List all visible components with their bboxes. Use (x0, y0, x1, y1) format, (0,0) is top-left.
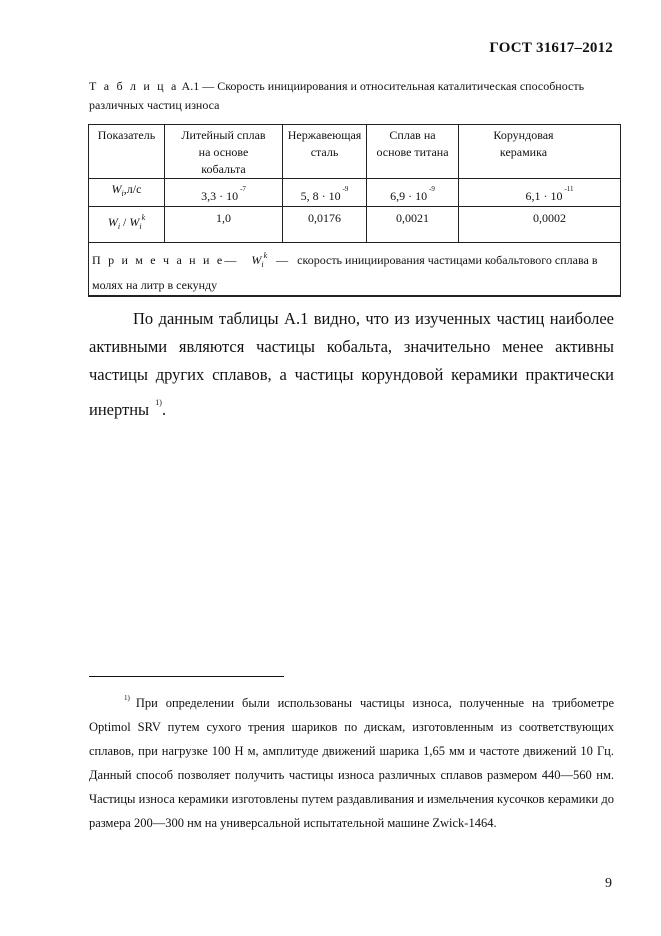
caption-dash: — (202, 79, 215, 93)
header-cell: Показатель (89, 125, 165, 179)
note-dash: — (276, 253, 289, 267)
value-exponent: -9 (429, 185, 435, 193)
value-exponent: -11 (564, 185, 574, 193)
header-cell: Нержавеющая сталь (283, 125, 367, 179)
value-cell: 0,0021 (367, 207, 459, 243)
ratio-slash: / (120, 215, 130, 229)
header-cell: Сплав на основе титана (367, 125, 459, 179)
value-cell (283, 179, 367, 207)
value-mantissa: 6,9 · 10 (390, 189, 428, 203)
page-number: 9 (605, 876, 612, 891)
footnote-text: При определении были использованы частицы износа, полученные на трибометре Optimol SRV путем сухого трения шариков по дискам, изготовленным из соответствующих сплавов, при нагрузке 100 Н м, амплитуде движений шарика 1,65 мм и частоте движений 10 Гц. Данный способ позволяет получить частицы износа различных сплавов размером 440—560 нм. Частицы износа керамики изготовлены путем раздавливания и измельчения кусочков керамики до размера 200—300 нм на универсальной испытательной машине Zwick-1464. (89, 696, 614, 830)
value-exponent: -9 (342, 185, 349, 193)
footnote-marker: 1) (124, 694, 130, 702)
paragraph-text: По данным таблицы А.1 видно, что из изученных частиц наиболее активными являются частицы кобальта, значительно менее активны частицы других сплавов, а частицы корундовой керамики практически инертны (89, 309, 614, 419)
caption-number: А.1 (181, 79, 200, 93)
symbol-sup: k (141, 213, 146, 222)
value-cell: 1,0 (165, 207, 283, 243)
note-dash: — (224, 253, 237, 267)
table-note-cell (89, 243, 621, 297)
table-header-row (89, 125, 621, 179)
value-exponent: -7 (240, 185, 246, 193)
value-mantissa: 3,3 · 10 (201, 189, 239, 203)
footnote-divider (89, 676, 284, 677)
symbol-w: W (107, 215, 118, 229)
value-mantissa: 5, 8 · 10 (300, 189, 341, 203)
value-cell (367, 179, 459, 207)
row-label-cell (89, 179, 165, 207)
footnote-reference: 1) (155, 398, 162, 407)
note-text (89, 243, 620, 295)
data-table (88, 124, 621, 297)
note-description: скорость инициирования частицами кобальтового сплава в молях на литр в секунду (92, 253, 598, 292)
symbol-w: W (129, 215, 140, 229)
symbol-w: W (111, 182, 122, 196)
table-note-row (89, 243, 621, 297)
symbol-w: W (251, 253, 262, 267)
row-label-cell (89, 207, 165, 243)
value-cell (459, 179, 621, 207)
value-cell (165, 179, 283, 207)
symbol-sup: k (263, 251, 268, 260)
unit-label: ,л/с (123, 182, 142, 196)
symbol-sub: i (261, 260, 264, 269)
symbol-sub: i (121, 189, 124, 198)
table-row (89, 207, 621, 243)
standard-header: ГОСТ 31617–2012 (489, 40, 613, 56)
header-cell: Корундовая керамика (459, 125, 621, 179)
caption-label: Т а б л и ц а (89, 79, 179, 93)
value-mantissa: 6,1 · 10 (525, 189, 563, 203)
symbol-sub: i (139, 222, 142, 231)
value-cell: 0,0002 (459, 207, 621, 243)
table-row (89, 179, 621, 207)
caption-title: Скорость инициирования и относительная каталитическая способность различных частиц износа (89, 79, 585, 112)
paragraph-end: . (161, 400, 167, 419)
value-cell: 0,0176 (283, 207, 367, 243)
note-label: П р и м е ч а н и е (92, 253, 225, 267)
table-caption (89, 77, 629, 115)
body-paragraph (89, 305, 614, 424)
symbol-sub: i (117, 222, 121, 231)
footnote (89, 686, 614, 835)
header-cell: Литейный сплав на основе кобальта (165, 125, 283, 179)
